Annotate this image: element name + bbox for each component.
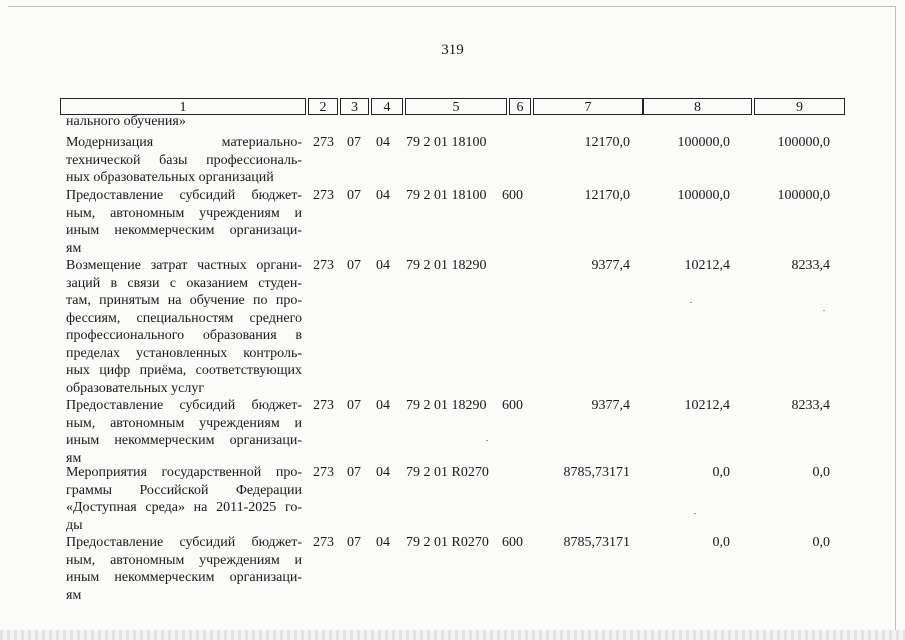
cell-c2: 273: [313, 398, 334, 413]
description-line: иным некоммерческим организаци-: [66, 433, 302, 448]
description-line: Мероприятия государственной про-: [66, 465, 302, 480]
header-cell-2: 2: [308, 98, 338, 115]
description-line: Предоставление субсидий бюджет-: [66, 535, 302, 550]
row-description: [66, 534, 302, 604]
cell-c9: 8233,4: [791, 258, 830, 273]
cell-c3: 07: [347, 465, 361, 480]
cell-c9: 100000,0: [777, 135, 830, 150]
header-cell-7: 7: [533, 98, 643, 115]
cell-c3: 07: [347, 258, 361, 273]
scan-edge: [0, 630, 905, 640]
scan-speck: [823, 310, 825, 311]
description-line: ям: [66, 240, 82, 256]
page-number: 319: [441, 42, 464, 58]
cell-c5: 79 2 01 18290: [406, 258, 487, 273]
row-description: [66, 464, 302, 534]
cell-c9: 100000,0: [777, 188, 830, 203]
description-line: там, принятым на обучение по про-: [66, 293, 302, 308]
cell-c2: 273: [313, 188, 334, 203]
cell-c9: 8233,4: [791, 398, 830, 413]
cell-c2: 273: [313, 135, 334, 150]
cell-c7: 12170,0: [584, 135, 630, 150]
description-line: иным некоммерческим организаци-: [66, 223, 302, 238]
cell-c7: 8785,73171: [563, 535, 630, 550]
header-cell-9: 9: [754, 98, 845, 115]
cell-c3: 07: [347, 398, 361, 413]
description-line: технической базы профессиональ-: [66, 152, 302, 168]
description-line: фессиям, специальностям среднего: [66, 310, 302, 326]
cell-c8: 10212,4: [684, 258, 730, 273]
row-description: [66, 187, 302, 257]
cell-c8: 0,0: [712, 535, 730, 550]
row-description: [66, 257, 302, 397]
cell-c3: 07: [347, 188, 361, 203]
cell-c3: 07: [347, 535, 361, 550]
description-line: Модернизация материально-: [66, 135, 302, 150]
description-line: ям: [66, 587, 82, 603]
continuation-text: нального обучения»: [66, 114, 186, 129]
description-line: ных образовательных организаций: [66, 170, 274, 185]
cell-c8: 10212,4: [684, 398, 730, 413]
cell-c9: 0,0: [812, 535, 830, 550]
cell-c5: 79 2 01 R0270: [406, 535, 489, 550]
description-line: ных цифр приёма, соответствующих: [66, 363, 302, 378]
cell-c2: 273: [313, 258, 334, 273]
description-line: иным некоммерческим организаци-: [66, 570, 302, 585]
cell-c4: 04: [376, 465, 390, 480]
cell-c9: 0,0: [812, 465, 830, 480]
header-cell-6: 6: [509, 98, 531, 115]
description-line: Предоставление субсидий бюджет-: [66, 188, 302, 203]
cell-c7: 8785,73171: [563, 465, 630, 480]
cell-c6: 600: [502, 535, 523, 550]
header-cell-4: 4: [371, 98, 403, 115]
description-line: ным, автономным учреждениям и: [66, 415, 302, 431]
scan-speck: [486, 440, 488, 441]
description-line: профессионального образования в: [66, 328, 302, 343]
cell-c4: 04: [376, 135, 390, 150]
cell-c5: 79 2 01 18100: [406, 188, 487, 203]
description-line: ным, автономным учреждениям и: [66, 552, 302, 568]
header-cell-1: 1: [60, 98, 306, 115]
description-line: заций в связи с оказанием студен-: [66, 275, 302, 291]
header-cell-3: 3: [340, 98, 369, 115]
cell-c4: 04: [376, 258, 390, 273]
cell-c5: 79 2 01 18100: [406, 135, 487, 150]
scan-speck: [694, 513, 696, 514]
description-line: граммы Российской Федерации: [66, 482, 302, 498]
cell-c4: 04: [376, 535, 390, 550]
cell-c8: 0,0: [712, 465, 730, 480]
cell-c7: 9377,4: [591, 258, 630, 273]
cell-c6: 600: [502, 398, 523, 413]
cell-c5: 79 2 01 R0270: [406, 465, 489, 480]
description-line: Предоставление субсидий бюджет-: [66, 398, 302, 413]
cell-c7: 9377,4: [591, 398, 630, 413]
cell-c8: 100000,0: [677, 135, 730, 150]
header-cell-5: 5: [405, 98, 507, 115]
description-line: ям: [66, 450, 82, 466]
description-line: пределах установленных контроль-: [66, 345, 302, 361]
description-line: ды: [66, 517, 83, 533]
cell-c5: 79 2 01 18290: [406, 398, 487, 413]
scan-speck: [690, 302, 692, 303]
header-cell-8: 8: [643, 98, 752, 115]
cell-c6: 600: [502, 188, 523, 203]
cell-c4: 04: [376, 398, 390, 413]
cell-c2: 273: [313, 535, 334, 550]
cell-c2: 273: [313, 465, 334, 480]
description-line: Возмещение затрат частных органи-: [66, 258, 302, 273]
cell-c4: 04: [376, 188, 390, 203]
description-line: «Доступная среда» на 2011-2025 го-: [66, 500, 302, 515]
cell-c3: 07: [347, 135, 361, 150]
description-line: ным, автономным учреждениям и: [66, 205, 302, 221]
row-description: [66, 397, 302, 467]
cell-c7: 12170,0: [584, 188, 630, 203]
row-description: [66, 134, 302, 187]
cell-c8: 100000,0: [677, 188, 730, 203]
description-line: образовательных услуг: [66, 380, 205, 396]
